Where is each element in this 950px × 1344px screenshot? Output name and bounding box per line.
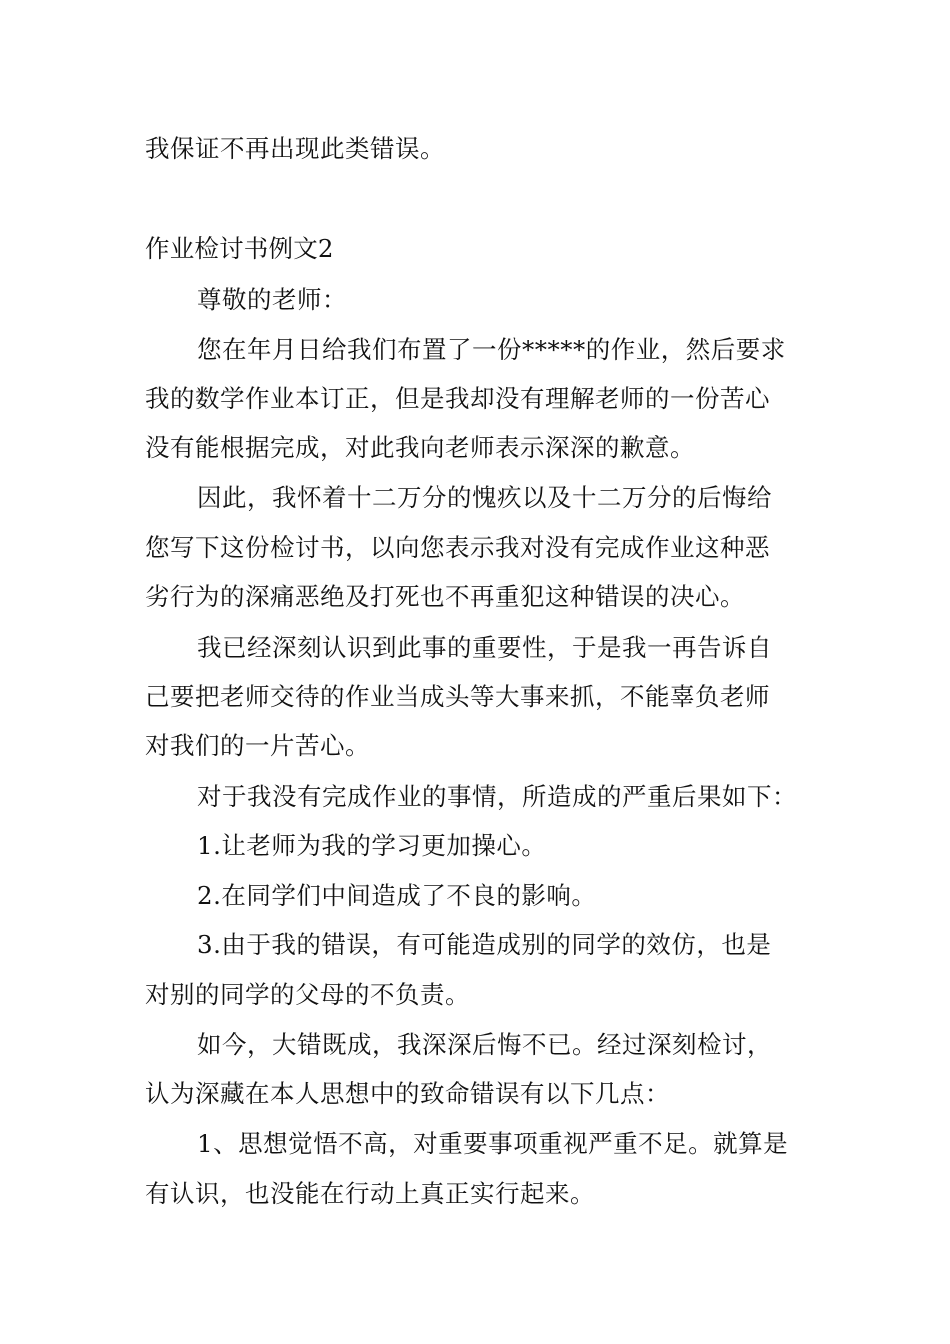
text-line: 因此，我怀着十二万分的愧疚以及十二万分的后悔给 (197, 483, 772, 512)
list-item: 1、思想觉悟不高，对重要事项重视严重不足。就算是 (197, 1129, 789, 1158)
text-line: 对我们的一片苦心。 (145, 731, 370, 760)
list-item: 3.由于我的错误，有可能造成别的同学的效仿，也是 (197, 930, 772, 959)
text-line: 我保证不再出现此类错误。 (145, 134, 445, 163)
text-line: 对别的同学的父母的不负责。 (145, 980, 470, 1009)
text-line: 您在年月日给我们布置了一份*****的作业，然后要求 (197, 335, 786, 364)
list-item: 2.在同学们中间造成了不良的影响。 (197, 881, 597, 910)
salutation: 尊敬的老师： (197, 285, 347, 314)
text-line: 我的数学作业本订正，但是我却没有理解老师的一份苦心 (145, 384, 770, 413)
text-line: 我已经深刻认识到此事的重要性，于是我一再告诉自 (197, 633, 772, 662)
section-title: 作业检讨书例文2 (145, 234, 334, 263)
text-line: 有认识，也没能在行动上真正实行起来。 (145, 1179, 595, 1208)
text-line: 认为深藏在本人思想中的致命错误有以下几点： (145, 1079, 670, 1108)
text-line: 对于我没有完成作业的事情，所造成的严重后果如下： (197, 782, 797, 811)
text-line: 您写下这份检讨书，以向您表示我对没有完成作业这种恶 (145, 533, 770, 562)
text-line: 如今，大错既成，我深深后悔不已。经过深刻检讨， (197, 1030, 772, 1059)
text-line: 没有能根据完成，对此我向老师表示深深的歉意。 (145, 433, 695, 462)
list-item: 1.让老师为我的学习更加操心。 (197, 831, 547, 860)
text-line: 己要把老师交待的作业当成头等大事来抓，不能辜负老师 (145, 682, 770, 711)
text-line: 劣行为的深痛恶绝及打死也不再重犯这种错误的决心。 (145, 582, 745, 611)
